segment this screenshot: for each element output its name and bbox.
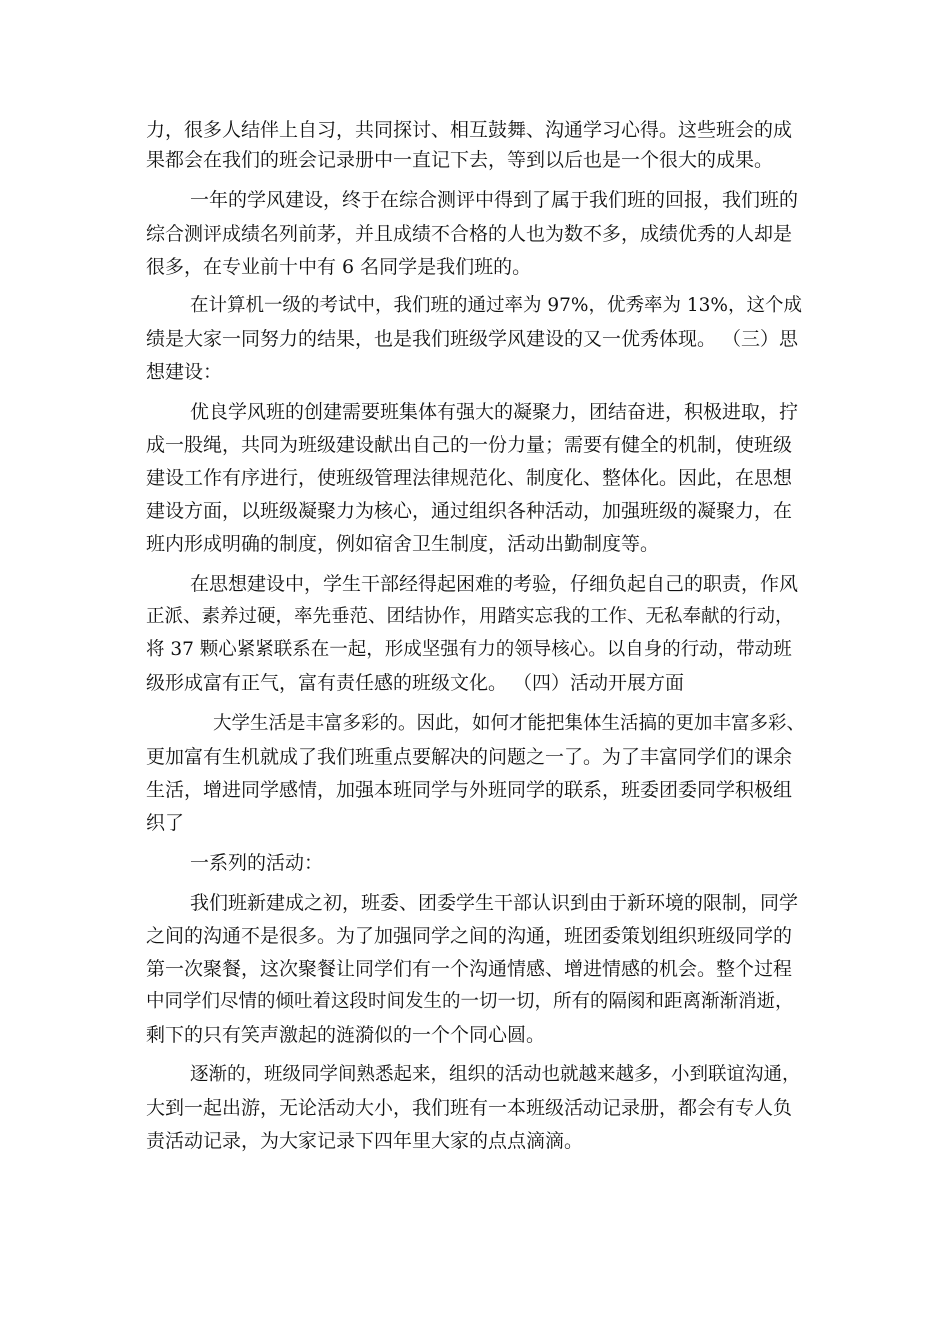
- text-line: 第一次聚餐，这次聚餐让同学们有一个沟通情感、增进情感的机会。整个过程: [146, 958, 793, 980]
- text-line: 一年的学风建设，终于在综合测评中得到了属于我们班的回报，我们班的: [190, 189, 799, 211]
- text-line: 绩是大家一同努力的结果，也是我们班级学风建设的又一优秀体现。 （三）思: [146, 328, 799, 350]
- text-line: 优良学风班的创建需要班集体有强大的凝聚力，团结奋进，积极进取，拧: [190, 401, 799, 423]
- text-line: 剩下的只有笑声激起的涟漪似的一个个同心圆。: [146, 1024, 546, 1046]
- text-line: 建设工作有序进行，使班级管理法律规范化、制度化、整体化。因此，在思想: [146, 467, 793, 489]
- text-line: 力，很多人结伴上自习，共同探讨、相互鼓舞、沟通学习心得。这些班会的成: [146, 119, 793, 141]
- text-line: 在计算机一级的考试中，我们班的通过率为 97%，优秀率为 13%，这个成: [190, 295, 803, 316]
- text-line: 中同学们尽情的倾吐着这段时间发生的一切一切，所有的隔阂和距离渐渐消逝，: [146, 991, 794, 1012]
- text-line: 很多，在专业前十中有 6 名同学是我们班的。: [146, 256, 532, 278]
- text-line: 大学生活是丰富多彩的。因此，如何才能把集体生活搞的更加丰富多彩、: [213, 713, 806, 734]
- text-line: 班内形成明确的制度，例如宿舍卫生制度，活动出勤制度等。: [146, 533, 660, 555]
- text-line: 我们班新建成之初，班委、团委学生干部认识到由于新环境的限制，同学: [190, 892, 799, 914]
- text-line: 织了: [146, 812, 185, 834]
- text-line: 综合测评成绩名列前茅，并且成绩不合格的人也为数不多，成绩优秀的人却是: [146, 223, 793, 245]
- text-line: 一系列的活动：: [190, 852, 324, 874]
- text-line: 责活动记录，为大家记录下四年里大家的点点滴滴。: [146, 1130, 584, 1152]
- text-line: 之间的沟通不是很多。为了加强同学之间的沟通，班团委策划组织班级同学的: [146, 925, 793, 947]
- text-line: 正派、素养过硬，率先垂范、团结协作，用踏实忘我的工作、无私奉献的行动，: [146, 606, 794, 627]
- text-line: 建设方面，以班级凝聚力为核心，通过组织各种活动，加强班级的凝聚力，在: [146, 500, 793, 522]
- text-line: 生活，增进同学感情，加强本班同学与外班同学的联系，班委团委同学积极组: [146, 779, 793, 801]
- text-line: 成一股绳，共同为班级建设献出自己的一份力量；需要有健全的机制，使班级: [146, 434, 793, 456]
- text-line: 更加富有生机就成了我们班重点要解决的问题之一了。为了丰富同学们的课余: [146, 746, 793, 768]
- text-line: 逐渐的，班级同学间熟悉起来，组织的活动也就越来越多，小到联谊沟通，: [190, 1064, 801, 1085]
- text-line: 大到一起出游，无论活动大小，我们班有一本班级活动记录册，都会有专人负: [146, 1097, 793, 1119]
- text-line: 将 37 颗心紧紧联系在一起，形成坚强有力的领导核心。以自身的行动，带动班: [146, 639, 792, 660]
- text-line: 在思想建设中，学生干部经得起困难的考验，仔细负起自己的职责，作风: [190, 573, 799, 595]
- text-line: 果都会在我们的班会记录册中一直记下去，等到以后也是一个很大的成果。: [146, 149, 774, 171]
- text-line: 级形成富有正气，富有责任感的班级文化。 （四）活动开展方面: [146, 672, 685, 694]
- text-line: 想建设：: [146, 361, 223, 383]
